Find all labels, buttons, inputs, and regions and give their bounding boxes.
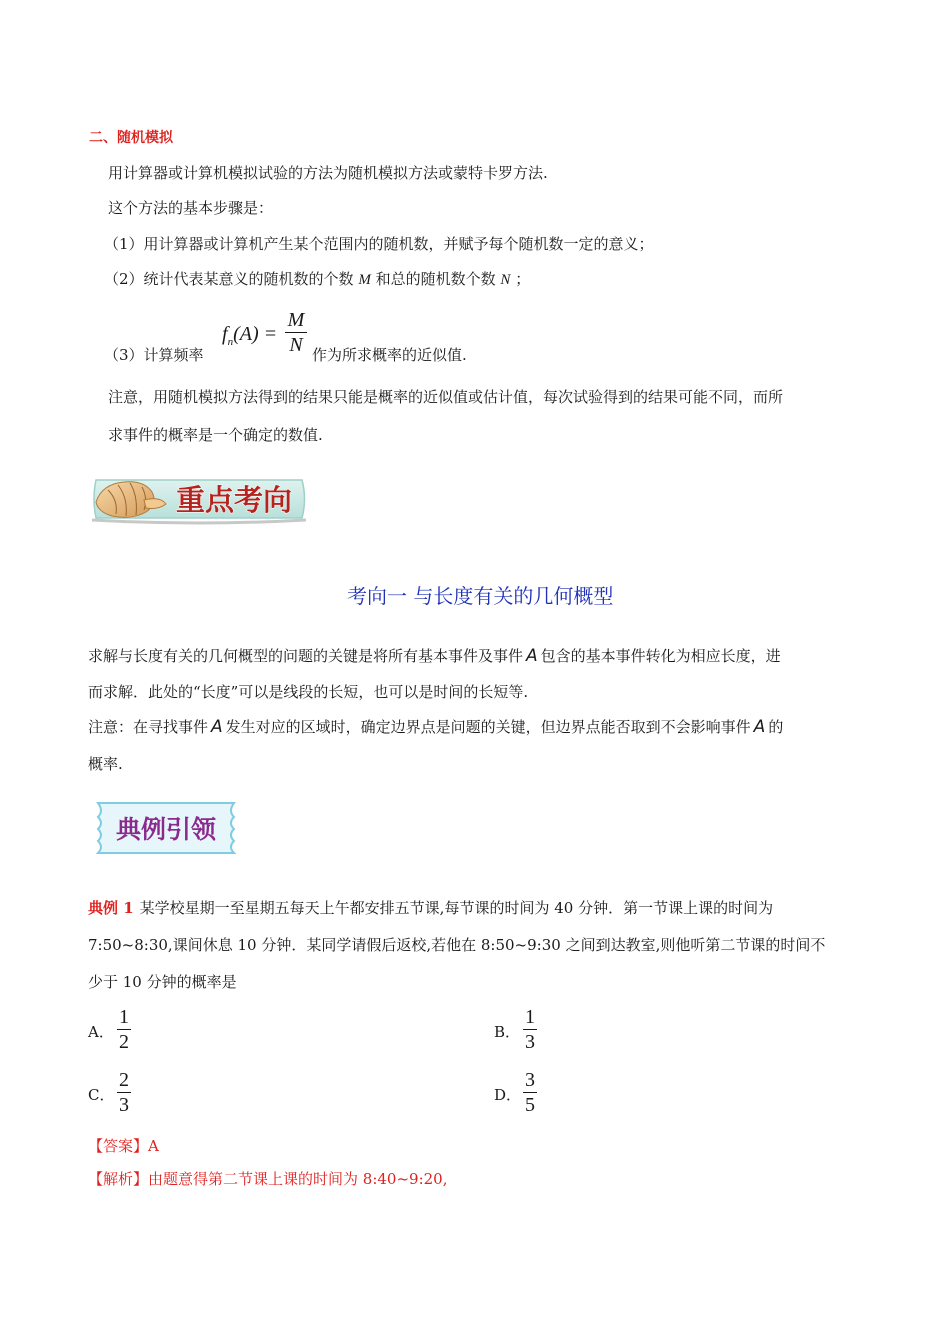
step-2-text-a: （2）统计代表某意义的随机数的个数: [104, 270, 354, 288]
option-A-numerator: 1: [119, 1006, 129, 1028]
topic-p2-text-c: 的: [768, 718, 784, 736]
note-line-1: 注意，用随机模拟方法得到的结果只能是概率的近似值或估计值，每次试验得到的结果可能不同，而所: [108, 388, 784, 406]
topic-p1-text-a: 求解与长度有关的几何概型的问题的关键是将所有基本事件及事件: [88, 647, 524, 665]
key-direction-banner: [88, 470, 310, 528]
topic-p1-text-b: 包含的基本事件转化为相应长度，进: [540, 647, 781, 665]
section-heading: 二、随机模拟: [89, 130, 173, 146]
option-B-label[interactable]: B．: [494, 1023, 521, 1041]
answer-line: [88, 1135, 159, 1157]
frequency-formula-fraction: [284, 308, 308, 357]
option-D-label[interactable]: D．: [494, 1086, 522, 1104]
option-D-fraction[interactable]: [522, 1068, 538, 1117]
step-1: （1）用计算器或计算机产生某个范围内的随机数，并赋予每个随机数一定的意义；: [104, 235, 654, 253]
option-C-denominator: 3: [119, 1094, 129, 1116]
option-A-fraction[interactable]: [116, 1005, 132, 1054]
example-banner-background: [88, 799, 244, 857]
step-2-M: M: [358, 272, 371, 288]
topic-heading: 考向一 与长度有关的几何概型: [347, 584, 614, 608]
intro-text: 用计算器或计算机模拟试验的方法为随机模拟方法或蒙特卡罗方法.: [108, 164, 548, 182]
option-C-fraction[interactable]: [116, 1068, 132, 1117]
topic-p2-text-b: 发生对应的区域时，确定边界点是问题的关键，但边界点能否取到不会影响事件: [225, 718, 751, 736]
step-2: [104, 268, 530, 291]
answer-value: A: [148, 1137, 159, 1155]
option-A-label[interactable]: A．: [88, 1023, 114, 1041]
topic-paragraph-1-line-2: 而求解．此处的“长度”可以是线段的长短，也可以是时间的长短等.: [88, 683, 529, 701]
formula-arg: (A) =: [233, 323, 278, 345]
step-2-text-c: ；: [515, 270, 531, 288]
step-3-text: 作为所求概率的近似值.: [312, 346, 467, 364]
example-1-line-2: 7:50~8:30,课间休息 10 分钟．某同学请假后返校,若他在 8:50~9:30 之间到达教室,则他听第二节课的时间不: [88, 936, 826, 954]
analysis-text: 由题意得第二节课上课的时间为 8:40~9:20,: [148, 1170, 448, 1188]
option-D-denominator: 5: [525, 1094, 535, 1116]
banner-background: [88, 470, 310, 528]
steps-intro: 这个方法的基本步骤是：: [108, 199, 274, 217]
frequency-formula-lhs: [222, 323, 277, 348]
formula-f: f: [222, 323, 228, 345]
option-D-numerator: 3: [525, 1069, 535, 1091]
analysis-tag: 【解析】: [88, 1170, 149, 1188]
example-1-line-1: [88, 897, 773, 919]
topic-paragraph-2-line-1: [88, 716, 783, 738]
event-A-symbol: A: [526, 646, 538, 666]
topic-paragraph-2-line-2: 概率.: [88, 755, 123, 773]
formula-sub-n: n: [227, 336, 234, 348]
example-label: 典例 1: [88, 899, 134, 917]
formula-numerator: M: [287, 309, 305, 331]
answer-tag: 【答案】: [88, 1137, 149, 1155]
step-2-text-b: 和总的随机数个数: [375, 270, 496, 288]
example-1-text-1: 某学校星期一至星期五每天上午都安排五节课,每节课的时间为 40 分钟．第一节课上课的时间为: [139, 899, 774, 917]
option-B-denominator: 3: [525, 1031, 535, 1053]
note-line-2: 求事件的概率是一个确定的数值.: [108, 426, 323, 444]
option-A-denominator: 2: [119, 1031, 129, 1053]
example-banner: [88, 799, 244, 857]
example-1-line-3: 少于 10 分钟的概率是: [88, 973, 237, 991]
option-B-numerator: 1: [525, 1006, 535, 1028]
option-C-numerator: 2: [119, 1069, 129, 1091]
step-3-label: （3）计算频率: [104, 346, 204, 364]
banner-key-text: 重点考向: [175, 483, 293, 517]
step-2-N: N: [500, 272, 511, 288]
event-A-symbol: A: [753, 717, 766, 737]
event-A-symbol: A: [211, 717, 223, 737]
option-B-fraction[interactable]: [522, 1005, 538, 1054]
analysis-line: [88, 1168, 448, 1190]
banner-example-text: 典例引领: [115, 815, 217, 844]
formula-denominator: N: [289, 334, 303, 356]
topic-p2-text-a: 注意：在寻找事件: [88, 718, 209, 736]
topic-paragraph-1-line-1: [88, 645, 781, 667]
option-C-label[interactable]: C．: [88, 1086, 115, 1104]
